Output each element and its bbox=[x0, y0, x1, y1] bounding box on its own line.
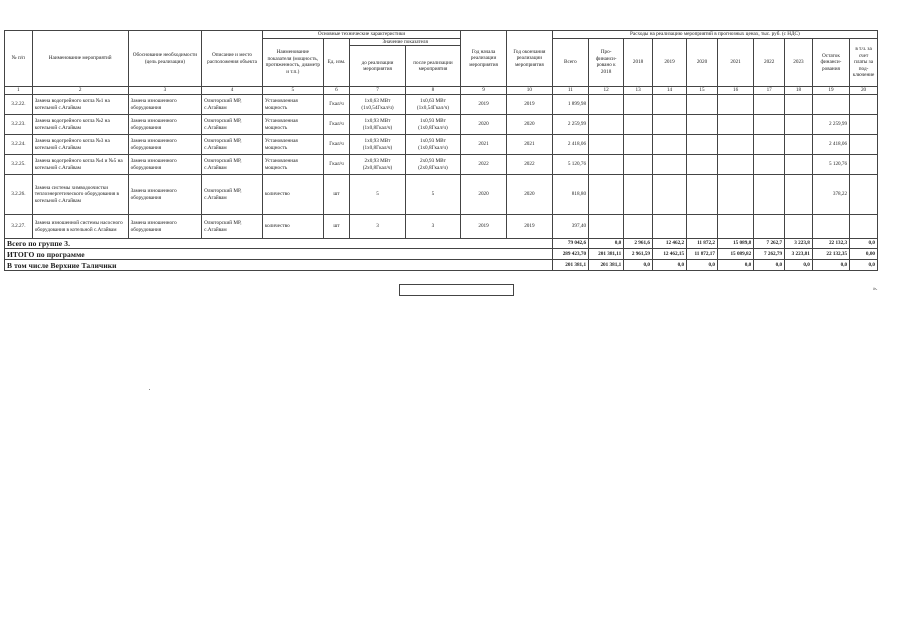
column-number: 7 bbox=[350, 87, 405, 95]
row-2020 bbox=[687, 175, 718, 215]
row-2023 bbox=[785, 135, 813, 155]
row-indicator: Установленная мощность bbox=[262, 95, 323, 115]
table-row bbox=[5, 95, 878, 115]
row-total: 397,40 bbox=[552, 215, 588, 239]
row-2021 bbox=[717, 95, 753, 115]
header-costs: Расходы на реализацию мероприятий в прогнозных ценах, тыс. руб. (с НДС) bbox=[552, 31, 877, 39]
table-row bbox=[5, 215, 878, 239]
row-fee bbox=[850, 95, 878, 115]
summary-2018: 2 961,6 bbox=[624, 239, 653, 249]
row-2019 bbox=[652, 215, 686, 239]
header-indicator-name: Наименование показателя (мощность, протяженность, диаметр и т.п.) bbox=[262, 38, 323, 87]
row-name: Замена водогрейного котла №4 и №5 на котельной с.Агайвам bbox=[32, 155, 128, 175]
row-location: Олюторский МР, с.Агайвам bbox=[202, 155, 263, 175]
column-number: 5 bbox=[262, 87, 323, 95]
row-justification: Замена изношенного оборудования bbox=[128, 115, 202, 135]
row-name: Замена системы химводоочистки теплоэнергетического оборудования в котельной с.Агайвам bbox=[32, 175, 128, 215]
row-financed bbox=[589, 135, 624, 155]
summary-2023: 3 223,8 bbox=[785, 239, 813, 249]
table-row bbox=[5, 175, 878, 215]
column-number: 10 bbox=[506, 87, 552, 95]
header-remainder: Остаток финанси- рования bbox=[812, 38, 849, 87]
row-location: Олюторский МР, с.Агайвам bbox=[202, 95, 263, 115]
row-after: 2х0,93 МВт (2х0,8Гкал/ч) bbox=[405, 155, 460, 175]
row-total: 5 120,76 bbox=[552, 155, 588, 175]
summary-2023: 0,0 bbox=[785, 260, 813, 271]
row-indicator: количество bbox=[262, 175, 323, 215]
column-number: 12 bbox=[589, 87, 624, 95]
row-number: 3.2.26. bbox=[5, 175, 33, 215]
row-unit: шт bbox=[323, 175, 350, 215]
row-year-start: 2020 bbox=[461, 175, 507, 215]
row-year-end: 2019 bbox=[506, 215, 552, 239]
column-number: 3 bbox=[128, 87, 202, 95]
summary-2021: 0,0 bbox=[717, 260, 753, 271]
row-after: 1х0,93 МВт (1х0,8Гкал/ч) bbox=[405, 135, 460, 155]
header-no: № п/п bbox=[5, 31, 33, 87]
row-fee bbox=[850, 115, 878, 135]
column-number: 16 bbox=[717, 87, 753, 95]
row-2019 bbox=[652, 115, 686, 135]
column-number: 14 bbox=[652, 87, 686, 95]
row-after: 1х0,93 МВт (1х0,8Гкал/ч) bbox=[405, 115, 460, 135]
summary-2023: 3 223,81 bbox=[785, 249, 813, 260]
row-2022 bbox=[754, 175, 785, 215]
row-2022 bbox=[754, 155, 785, 175]
row-year-end: 2020 bbox=[506, 115, 552, 135]
summary-total: 289 423,70 bbox=[552, 249, 588, 260]
summary-2020: 11 872,17 bbox=[687, 249, 718, 260]
row-justification: Замена изношенного оборудования bbox=[128, 95, 202, 115]
row-after: 5 bbox=[405, 175, 460, 215]
table-row bbox=[5, 115, 878, 135]
row-total: 2 259,99 bbox=[552, 115, 588, 135]
row-2018 bbox=[624, 115, 653, 135]
row-before: 2х0,93 МВт (2х0,8Гкал/ч) bbox=[350, 155, 405, 175]
row-total: 2 418,06 bbox=[552, 135, 588, 155]
summary-remainder: 22 132,35 bbox=[812, 249, 849, 260]
row-2018 bbox=[624, 95, 653, 115]
header-2018: 2018 bbox=[624, 38, 653, 87]
row-justification: Замена изношенного оборудования bbox=[128, 175, 202, 215]
row-unit: Гкал/ч bbox=[323, 135, 350, 155]
row-remainder: 2 259,99 bbox=[812, 115, 849, 135]
row-before: 1х0,63 МВт (1х0,54Гкал/ч) bbox=[350, 95, 405, 115]
summary-fee: 0,00 bbox=[850, 249, 878, 260]
row-year-start: 2021 bbox=[461, 135, 507, 155]
header-2022: 2022 bbox=[754, 38, 785, 87]
row-2019 bbox=[652, 175, 686, 215]
header-2021: 2021 bbox=[717, 38, 753, 87]
row-2020 bbox=[687, 95, 718, 115]
row-2018 bbox=[624, 215, 653, 239]
header-name: Наименование мероприятий bbox=[32, 31, 128, 87]
summary-2021: 15 089,8 bbox=[717, 239, 753, 249]
summary-row bbox=[5, 239, 878, 249]
header-after: после реализации мероприятия bbox=[405, 46, 460, 87]
summary-financed: 201 381,1 bbox=[589, 260, 624, 271]
row-year-start: 2020 bbox=[461, 115, 507, 135]
row-location: Олюторский МР, с.Агайвам bbox=[202, 135, 263, 155]
summary-2019: 0,0 bbox=[652, 260, 686, 271]
column-number: 8 bbox=[405, 87, 460, 95]
row-fee bbox=[850, 175, 878, 215]
column-number: 6 bbox=[323, 87, 350, 95]
row-justification: Замена изношенного оборудования bbox=[128, 215, 202, 239]
row-before: 5 bbox=[350, 175, 405, 215]
row-2021 bbox=[717, 155, 753, 175]
row-name: Замена водогрейного котла №2 на котельной с.Агайвам bbox=[32, 115, 128, 135]
column-number: 13 bbox=[624, 87, 653, 95]
row-justification: Замена изношенного оборудования bbox=[128, 155, 202, 175]
row-location: Олюторский МР, с.Агайвам bbox=[202, 215, 263, 239]
column-number: 17 bbox=[754, 87, 785, 95]
row-2018 bbox=[624, 155, 653, 175]
scan-speck bbox=[149, 389, 150, 390]
summary-label: ИТОГО по программе bbox=[5, 249, 553, 260]
row-unit: Гкал/ч bbox=[323, 115, 350, 135]
row-total: 1 899,98 bbox=[552, 95, 588, 115]
row-2020 bbox=[687, 115, 718, 135]
row-number: 3.2.25. bbox=[5, 155, 33, 175]
summary-2018: 0,0 bbox=[624, 260, 653, 271]
header-tech: Основные технические характеристики bbox=[262, 31, 460, 39]
header-total: Всего bbox=[552, 38, 588, 87]
row-year-start: 2022 bbox=[461, 155, 507, 175]
header-year-end: Год окончания реализации мероприятия bbox=[506, 31, 552, 87]
summary-2022: 7 262,79 bbox=[754, 249, 785, 260]
row-financed bbox=[589, 215, 624, 239]
summary-2019: 12 462,15 bbox=[652, 249, 686, 260]
row-2022 bbox=[754, 215, 785, 239]
column-numbers-row bbox=[5, 87, 878, 95]
column-number: 20 bbox=[850, 87, 878, 95]
row-2019 bbox=[652, 95, 686, 115]
header-2020: 2020 bbox=[687, 38, 718, 87]
row-2023 bbox=[785, 95, 813, 115]
row-remainder bbox=[812, 95, 849, 115]
header-justification: Обоснование необходимости (цель реализации) bbox=[128, 31, 202, 87]
row-location: Олюторский МР, с.Агайвам bbox=[202, 175, 263, 215]
row-number: 3.2.27. bbox=[5, 215, 33, 239]
header-2019: 2019 bbox=[652, 38, 686, 87]
row-unit: Гкал/ч bbox=[323, 95, 350, 115]
summary-2022: 0,0 bbox=[754, 260, 785, 271]
row-before: 3 bbox=[350, 215, 405, 239]
row-name: Замена изношенной системы насосного оборудования в котельной с.Агайвам bbox=[32, 215, 128, 239]
row-name: Замена водогрейного котла №3 на котельной с.Агайвам bbox=[32, 135, 128, 155]
row-year-end: 2022 bbox=[506, 155, 552, 175]
summary-2020: 11 872,2 bbox=[687, 239, 718, 249]
summary-total: 79 042,6 bbox=[552, 239, 588, 249]
row-indicator: количество bbox=[262, 215, 323, 239]
header-indicator-value: Значение показателя bbox=[350, 38, 461, 46]
summary-fee: 0,0 bbox=[850, 260, 878, 271]
row-justification: Замена изношенного оборудования bbox=[128, 135, 202, 155]
row-before: 1х0,93 МВт (1х0,8Гкал/ч) bbox=[350, 135, 405, 155]
row-indicator: Установленная мощность bbox=[262, 115, 323, 135]
column-number: 19 bbox=[812, 87, 849, 95]
header-before: до реализации мероприятия bbox=[350, 46, 405, 87]
summary-label: Всего по группе 3. bbox=[5, 239, 553, 249]
row-unit: шт bbox=[323, 215, 350, 239]
summary-remainder: 0,0 bbox=[812, 260, 849, 271]
row-number: 3.2.24. bbox=[5, 135, 33, 155]
row-after: 1х0,63 МВт (1х0,54Гкал/ч) bbox=[405, 95, 460, 115]
row-number: 3.2.23. bbox=[5, 115, 33, 135]
row-financed bbox=[589, 115, 624, 135]
table-row bbox=[5, 155, 878, 175]
summary-2019: 12 462,2 bbox=[652, 239, 686, 249]
row-financed bbox=[589, 95, 624, 115]
row-total: 818,80 bbox=[552, 175, 588, 215]
row-2018 bbox=[624, 135, 653, 155]
investment-program-table bbox=[4, 30, 878, 271]
row-2021 bbox=[717, 135, 753, 155]
row-2022 bbox=[754, 115, 785, 135]
column-number: 1 bbox=[5, 87, 33, 95]
row-fee bbox=[850, 135, 878, 155]
column-number: 15 bbox=[687, 87, 718, 95]
row-2020 bbox=[687, 135, 718, 155]
row-after: 3 bbox=[405, 215, 460, 239]
table-row bbox=[5, 135, 878, 155]
summary-remainder: 22 132,3 bbox=[812, 239, 849, 249]
row-year-start: 2019 bbox=[461, 215, 507, 239]
header-incl-fee: в т.ч. за счет платы за под- ключение bbox=[850, 38, 878, 87]
summary-2021: 15 089,82 bbox=[717, 249, 753, 260]
row-2023 bbox=[785, 175, 813, 215]
summary-total: 201 381,1 bbox=[552, 260, 588, 271]
column-number: 18 bbox=[785, 87, 813, 95]
summary-financed: 201 381,11 bbox=[589, 249, 624, 260]
row-name: Замена водогрейного котла №1 на котельной с.Агайвам bbox=[32, 95, 128, 115]
header-year-start: Год начала реализации мероприятия bbox=[461, 31, 507, 87]
row-unit: Гкал/ч bbox=[323, 155, 350, 175]
summary-row bbox=[5, 260, 878, 271]
row-2021 bbox=[717, 175, 753, 215]
column-number: 9 bbox=[461, 87, 507, 95]
row-year-end: 2020 bbox=[506, 175, 552, 215]
row-remainder: 378,22 bbox=[812, 175, 849, 215]
header-unit: Ед. изм. bbox=[323, 38, 350, 87]
row-2019 bbox=[652, 135, 686, 155]
row-2019 bbox=[652, 155, 686, 175]
row-remainder: 5 120,76 bbox=[812, 155, 849, 175]
row-number: 3.2.22. bbox=[5, 95, 33, 115]
row-fee bbox=[850, 155, 878, 175]
row-location: Олюторский МР, с.Агайвам bbox=[202, 115, 263, 135]
summary-label: В том числе Верхние Таличики bbox=[5, 260, 553, 271]
row-year-start: 2019 bbox=[461, 95, 507, 115]
column-number: 11 bbox=[552, 87, 588, 95]
row-2023 bbox=[785, 115, 813, 135]
summary-2020: 0,0 bbox=[687, 260, 718, 271]
row-before: 1х0,93 МВт (1х0,8Гкал/ч) bbox=[350, 115, 405, 135]
header-2023: 2023 bbox=[785, 38, 813, 87]
row-remainder bbox=[812, 215, 849, 239]
row-2022 bbox=[754, 135, 785, 155]
row-2021 bbox=[717, 115, 753, 135]
row-remainder: 2 418,06 bbox=[812, 135, 849, 155]
header-location: Описание и место расположения объекта bbox=[202, 31, 263, 87]
summary-financed: 0,0 bbox=[589, 239, 624, 249]
row-2020 bbox=[687, 215, 718, 239]
row-year-end: 2019 bbox=[506, 95, 552, 115]
row-2023 bbox=[785, 155, 813, 175]
row-2022 bbox=[754, 95, 785, 115]
summary-2022: 7 262,7 bbox=[754, 239, 785, 249]
row-2020 bbox=[687, 155, 718, 175]
row-indicator: Установленная мощность bbox=[262, 155, 323, 175]
summary-2018: 2 961,59 bbox=[624, 249, 653, 260]
summary-fee: 0,0 bbox=[850, 239, 878, 249]
row-financed bbox=[589, 175, 624, 215]
row-year-end: 2021 bbox=[506, 135, 552, 155]
row-indicator: Установленная мощность bbox=[262, 135, 323, 155]
row-fee bbox=[850, 215, 878, 239]
row-financed bbox=[589, 155, 624, 175]
column-number: 2 bbox=[32, 87, 128, 95]
row-2018 bbox=[624, 175, 653, 215]
row-2023 bbox=[785, 215, 813, 239]
signature-box bbox=[399, 284, 514, 296]
header-financed: Про- финанси- ровано к 2018 bbox=[589, 38, 624, 87]
row-2021 bbox=[717, 215, 753, 239]
summary-row bbox=[5, 249, 878, 260]
page-mark: ». bbox=[873, 286, 878, 292]
column-number: 4 bbox=[202, 87, 263, 95]
